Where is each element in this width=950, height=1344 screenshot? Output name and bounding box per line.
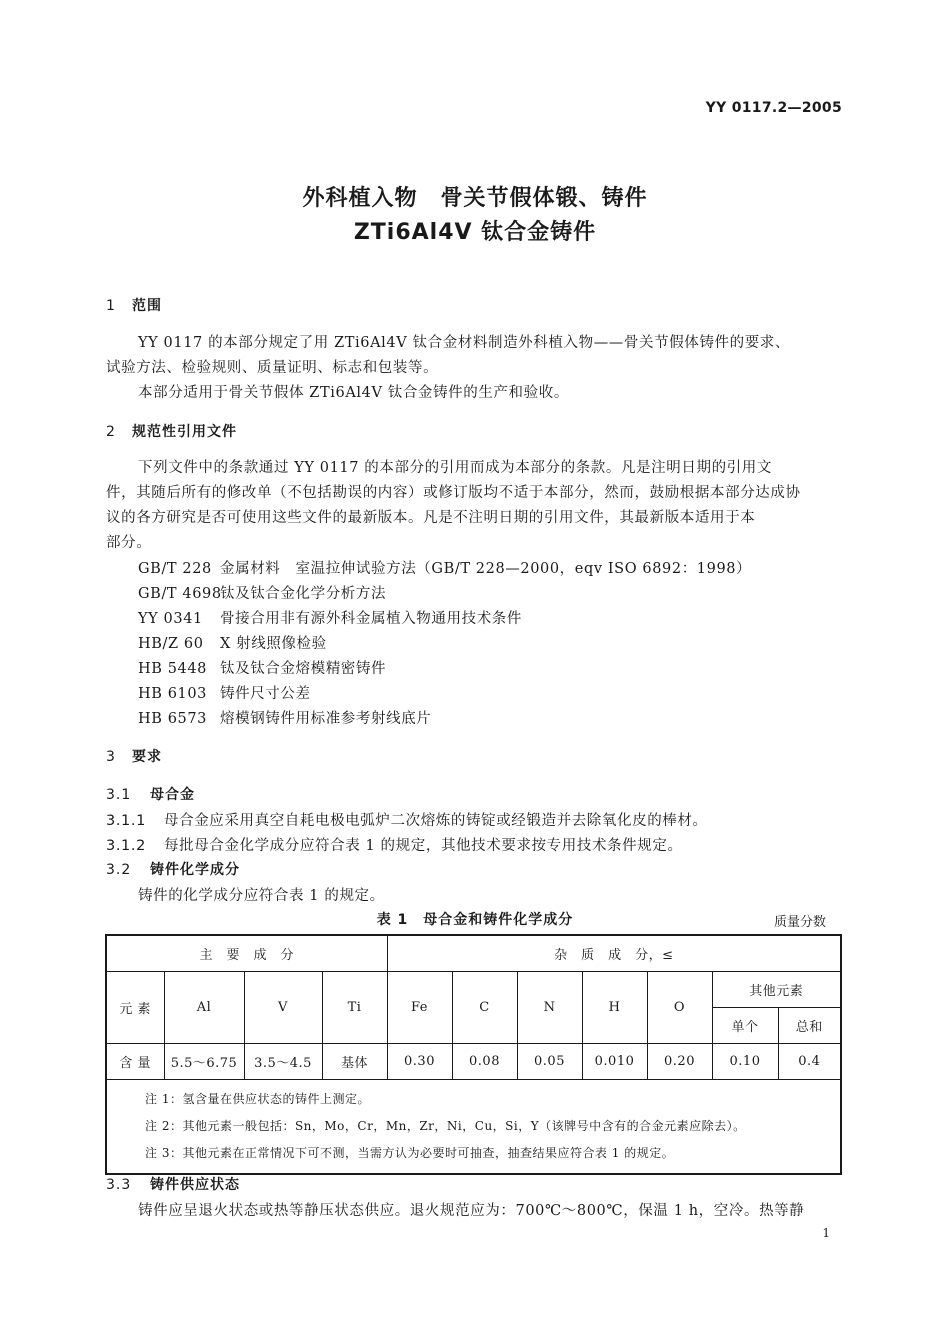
reference-title: 钛及钛合金化学分析方法 — [220, 586, 387, 602]
table-cell: 0.010 — [582, 1043, 647, 1079]
reference-title: 骨接合用非有源外科金属植入物通用技术条件 — [220, 611, 522, 627]
reference-item — [138, 707, 431, 728]
section-title: 范围 — [132, 298, 162, 314]
clause-text: 每批母合金化学成分应符合表 1 的规定，其他技术要求按专用技术条件规定。 — [164, 838, 683, 854]
clause-3-1-2 — [106, 834, 683, 855]
table-notes — [106, 1079, 841, 1174]
reference-code: YY 0341 — [138, 611, 203, 627]
element-fe: Fe — [387, 971, 452, 1043]
element-v: V — [244, 971, 322, 1043]
reference-item — [138, 657, 386, 678]
table-header-row — [106, 935, 841, 971]
section-title: 母合金 — [150, 787, 195, 803]
table-title: 表 1 母合金和铸件化学成分 — [376, 912, 574, 928]
element-h: H — [582, 971, 647, 1043]
table-cell: 0.10 — [712, 1043, 778, 1079]
table-unit: 质量分数 — [773, 915, 826, 930]
section-title: 要求 — [132, 749, 162, 765]
section-1-heading — [106, 295, 162, 315]
section-title: 铸件供应状态 — [150, 1177, 240, 1193]
section-3-heading — [106, 746, 162, 766]
section-3-3-heading — [106, 1174, 240, 1194]
clause-text: 母合金应采用真空自耗电极电弧炉二次熔炼的铸锭或经锻造并去除氧化皮的棒材。 — [164, 813, 708, 829]
section-3-2-text: 铸件的化学成分应符合表 1 的规定。 — [138, 888, 385, 904]
section-2-heading — [106, 421, 237, 441]
section-number: 3.2 — [106, 862, 132, 878]
reference-item — [138, 682, 311, 703]
reference-code: GB/T 228 — [138, 561, 212, 577]
standard-number: YY 0117.2—2005 — [705, 100, 842, 116]
document-title-line2: ZTi6Al4V 钛合金铸件 — [353, 220, 597, 245]
section-3-2-heading — [106, 859, 240, 879]
table-row — [106, 971, 841, 1007]
other-single-header: 单个 — [712, 1007, 778, 1043]
reference-title: X 射线照像检验 — [220, 636, 327, 652]
table-cell: 0.20 — [647, 1043, 712, 1079]
section-1-paragraph-1-line-1: YY 0117 的本部分规定了用 ZTi6Al4V 钛合金材料制造外科植入物——骨关节假体铸件的要求、 — [138, 335, 790, 351]
section-3-1-heading — [106, 784, 195, 804]
page-number: 1 — [822, 1226, 830, 1240]
clause-number: 3.1.2 — [106, 838, 146, 854]
table-cell: 0.4 — [778, 1043, 841, 1079]
section-number: 3 — [106, 749, 116, 765]
table-note: 注 2：其他元素一般包括：Sn，Mo，Cr，Mn，Zr，Ni，Cu，Si，Y（该牌号中含有的合金元素应除去）。 — [145, 1118, 746, 1133]
reference-item — [138, 607, 522, 628]
section-1-paragraph-2: 本部分适用于骨关节假体 ZTi6Al4V 钛合金铸件的生产和验收。 — [138, 385, 569, 401]
section-number: 2 — [106, 424, 116, 440]
section-2-paragraph-line-3: 议的各方研究是否可使用这些文件的最新版本。凡是不注明日期的引用文件，其最新版本适用于本 — [106, 510, 756, 526]
section-2-paragraph-line-2: 件，其随后所有的修改单（不包括勘误的内容）或修订版均不适于本部分，然而，鼓励根据本部分达成协 — [106, 485, 801, 501]
section-2-paragraph-line-1: 下列文件中的条款通过 YY 0117 的本部分的引用而成为本部分的条款。凡是注明日期的引用文 — [138, 460, 772, 476]
main-components-header: 主 要 成 分 — [106, 935, 387, 971]
reference-item — [138, 557, 751, 578]
reference-code: HB 6573 — [138, 711, 208, 727]
reference-item — [138, 582, 386, 603]
section-number: 3.3 — [106, 1177, 132, 1193]
table-cell: 0.30 — [387, 1043, 452, 1079]
table-note: 注 3：其他元素在正常情况下可不测，当需方认为必要时可抽查，抽查结果应符合表 1 的规定。 — [145, 1145, 675, 1160]
reference-item — [138, 632, 327, 653]
section-title: 铸件化学成分 — [150, 862, 240, 878]
reference-title: 铸件尺寸公差 — [220, 686, 311, 702]
table-notes-row — [106, 1079, 841, 1174]
reference-code: HB 6103 — [138, 686, 208, 702]
reference-title: 金属材料 室温拉伸试验方法（GB/T 228—2000，eqv ISO 6892：1998） — [220, 561, 752, 577]
section-title: 规范性引用文件 — [132, 424, 237, 440]
reference-title: 熔模钢铸件用标准参考射线底片 — [220, 711, 432, 727]
clause-3-1-1 — [106, 809, 708, 830]
table-row — [106, 1043, 841, 1079]
element-o: O — [647, 971, 712, 1043]
reference-code: HB 5448 — [138, 661, 208, 677]
table-cell: 0.05 — [517, 1043, 582, 1079]
section-2-paragraph-line-4: 部分。 — [106, 535, 152, 551]
other-elements-header: 其他元素 — [712, 971, 841, 1007]
impurity-components-header: 杂 质 成 分，≤ — [387, 935, 841, 971]
table-note: 注 1：氢含量在供应状态的铸件上测定。 — [145, 1091, 370, 1106]
table-cell: 5.5～6.75 — [164, 1043, 244, 1079]
content-label: 含 量 — [106, 1043, 164, 1079]
clause-number: 3.1.1 — [106, 813, 146, 829]
table-cell: 3.5～4.5 — [244, 1043, 322, 1079]
chemical-composition-table — [105, 934, 842, 1175]
element-n: N — [517, 971, 582, 1043]
element-c: C — [452, 971, 517, 1043]
reference-code: GB/T 4698 — [138, 586, 222, 602]
section-number: 3.1 — [106, 787, 132, 803]
table-cell: 基体 — [322, 1043, 387, 1079]
section-1-paragraph-1-line-2: 试验方法、检验规则、质量证明、标志和包装等。 — [106, 360, 439, 376]
element-al: Al — [164, 971, 244, 1043]
section-3-3-text: 铸件应呈退火状态或热等静压状态供应。退火规范应为：700℃～800℃，保温 1 h，空冷。热等静 — [138, 1203, 805, 1219]
section-number: 1 — [106, 298, 116, 314]
other-total-header: 总和 — [778, 1007, 841, 1043]
reference-title: 钛及钛合金熔模精密铸件 — [220, 661, 387, 677]
reference-code: HB/Z 60 — [138, 636, 204, 652]
element-ti: Ti — [322, 971, 387, 1043]
document-title-line1: 外科植入物 骨关节假体锻、铸件 — [302, 186, 648, 211]
element-label: 元 素 — [106, 971, 164, 1043]
table-cell: 0.08 — [452, 1043, 517, 1079]
